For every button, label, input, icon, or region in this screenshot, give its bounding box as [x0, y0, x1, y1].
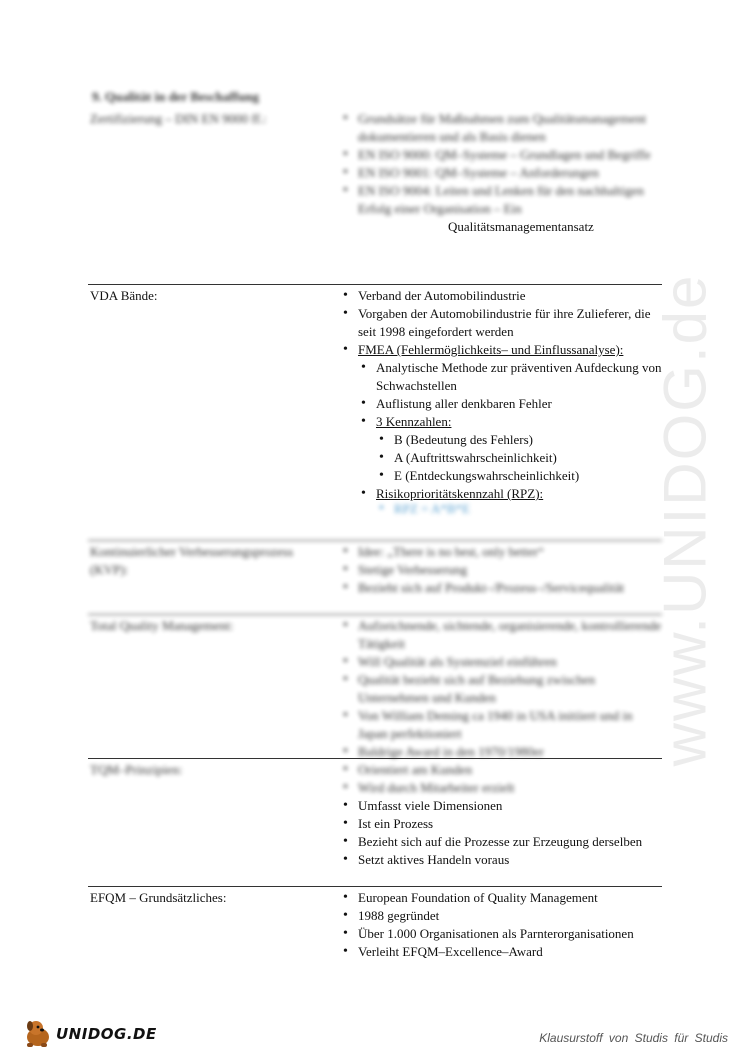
logo-text: UNIDOG.DE	[56, 1025, 157, 1043]
row-label: Kontinuierlicher Verbesserungsprozess (KVP):	[90, 544, 294, 577]
unidog-logo	[22, 1017, 162, 1049]
row-content	[340, 543, 662, 597]
row-vda-baende	[88, 284, 662, 541]
row-zertifizierung	[88, 108, 662, 284]
list-item: • Analytische Methode zur präventiven Aufdeckung von Schwachstellen	[358, 359, 662, 395]
bullet-list	[340, 287, 662, 359]
list-item: • Bezieht sich auf Produkt–/Prozess–/Servicequalität	[340, 579, 662, 597]
row-label: VDA Bände:	[90, 288, 158, 303]
row-tqm	[88, 614, 662, 759]
list-item: • EN ISO 9004: Leiten und Lenken für den nachhaltigen Erfolg einer Organisation – Ein	[340, 182, 662, 218]
list-item-rpz: • Risikoprioritätskennzahl (RPZ):	[358, 485, 662, 503]
list-item: • Will Qualität als Systemziel einführen	[340, 653, 662, 671]
bullet-list	[340, 797, 662, 869]
watermark-text: www.UNIDOG.de	[651, 273, 719, 767]
row-label: EFQM – Grundsätzliches:	[90, 890, 227, 905]
row-label: Total Quality Management:	[90, 618, 234, 633]
footer-claim: Klausurstoff von Studis für Studis	[539, 1031, 728, 1045]
list-item-kennzahlen: • 3 Kennzahlen:	[358, 413, 662, 431]
list-item: • Ist ein Prozess	[340, 815, 662, 833]
list-item: • Von William Deming ca 1940 in USA initiiert und in Japan perfektioniert	[340, 707, 662, 743]
row-label: Zertifizierung – DIN EN 9000 ff.:	[90, 111, 267, 126]
list-item: • Setzt aktives Handeln voraus	[340, 851, 662, 869]
sub-sub-list	[340, 431, 662, 485]
list-item: • Grundsätze für Maßnahmen zum Qualitätsmanagement dokumentieren und als Basis dienen	[340, 110, 662, 146]
bullet-list	[340, 110, 662, 218]
list-item: • Qualität bezieht sich auf Beziehung zwischen Unternehmen und Kunden	[340, 671, 662, 707]
list-item: • Über 1.000 Organisationen als Parnterorganisationen	[340, 925, 662, 943]
list-item: • Orientiert am Kunden	[340, 761, 662, 779]
dog-mascot-icon	[22, 1017, 58, 1049]
list-item: • Vorgaben der Automobilindustrie für ihre Zulieferer, die seit 1998 eingefordert werden	[340, 305, 662, 341]
row-content	[340, 889, 662, 961]
row-label: TQM–Prinzipien:	[90, 762, 183, 777]
list-item-fmea: • FMEA (Fehlermöglichkeits– und Einflussanalyse):	[340, 341, 662, 359]
list-item: • European Foundation of Quality Management	[340, 889, 662, 907]
list-item: • Bezieht sich auf die Prozesse zur Erzeugung derselben	[340, 833, 662, 851]
rpz-formula: • RPZ = A*B*E	[376, 500, 662, 518]
list-item: • B (Bedeutung des Fehlers)	[376, 431, 662, 449]
list-item: • EN ISO 9000: QM–Systeme – Grundlagen und Begriffe	[340, 146, 662, 164]
list-item: • Verleiht EFQM–Excellence–Award	[340, 943, 662, 961]
bullet-list	[340, 617, 662, 761]
row-content	[340, 617, 662, 761]
row-content	[340, 110, 662, 236]
list-item: • Aufzeichnende, sichtende, organisierende, kontrollierende Tätigkeit	[340, 617, 662, 653]
list-item: • Wird durch Mitarbeiter erzielt	[340, 779, 662, 797]
list-item: • A (Auftrittswahrscheinlichkeit)	[376, 449, 662, 467]
list-item: • Baldrige Award in den 1970/1980er	[340, 743, 662, 761]
list-item: • Umfasst viele Dimensionen	[340, 797, 662, 815]
list-item: • EN ISO 9001: QM–Systeme – Anforderungen	[340, 164, 662, 182]
list-item: • Idee: „There is no best, only better“	[340, 543, 662, 561]
list-item: • Auflistung aller denkbaren Fehler	[358, 395, 662, 413]
watermark	[640, 273, 730, 767]
row-content	[340, 761, 662, 869]
bullet-list	[340, 889, 662, 961]
list-item-continuation: Qualitätsmanagementansatz	[448, 219, 594, 234]
list-item: • E (Entdeckungswahrscheinlichkeit)	[376, 467, 662, 485]
row-content	[340, 287, 662, 518]
list-item: • Verband der Automobilindustrie	[340, 287, 662, 305]
row-efqm	[88, 886, 662, 983]
list-item: • 1988 gegründet	[340, 907, 662, 925]
list-item: • Stetige Verbesserung	[340, 561, 662, 579]
section-heading: 9. Qualität in der Beschaffung	[92, 89, 259, 104]
sub-list	[340, 359, 662, 431]
sub-sub-list	[340, 500, 662, 518]
bullet-list	[340, 761, 662, 797]
row-kvp	[88, 540, 662, 615]
bullet-list	[340, 543, 662, 597]
row-tqm-prinzipien	[88, 758, 662, 887]
